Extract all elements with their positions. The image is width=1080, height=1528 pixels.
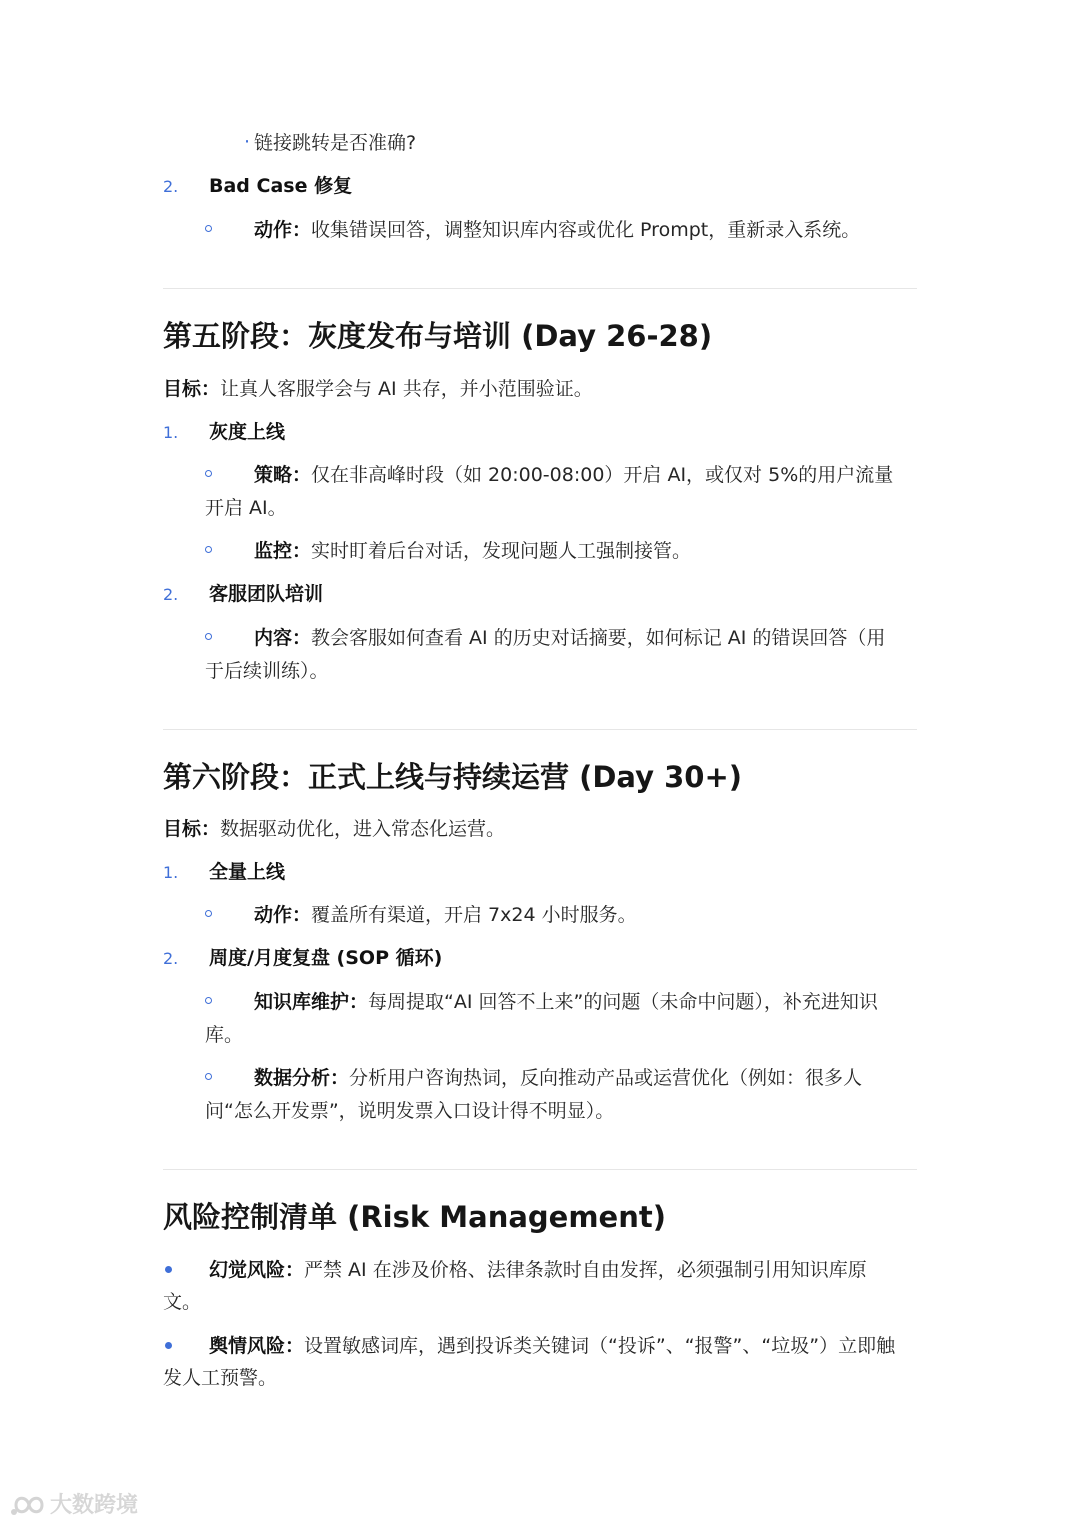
bullet-text: 仅在非高峰时段（如 20:00-08:00）开启 AI，或仅对 5%的用户流量 xyxy=(311,464,894,486)
list-item-title: 灰度上线 xyxy=(209,421,286,443)
bullet-label: 监控： xyxy=(254,540,312,562)
infinity-logo-icon xyxy=(8,1490,50,1520)
bullet-text: 教会客服如何查看 AI 的历史对话摘要，如何标记 AI 的错误回答（用 xyxy=(311,627,886,649)
bullet-text: 分析用户咨询热词，反向推动产品或运营优化（例如：很多人 xyxy=(349,1067,863,1089)
goal-label: 目标： xyxy=(163,818,221,840)
bullet-text: 实时盯着后台对话，发现问题人工强制接管。 xyxy=(311,540,692,562)
bullet-line xyxy=(254,622,885,654)
disc-bullet-icon xyxy=(165,1342,172,1349)
bullet-text: 收集错误回答，调整知识库内容或优化 Prompt，重新录入系统。 xyxy=(311,219,861,241)
risk-text: 严禁 AI 在涉及价格、法律条款时自由发挥，必须强制引用知识库原 xyxy=(304,1259,867,1281)
list-number: 2. xyxy=(163,949,179,968)
goal-text: 数据驱动优化，进入常态化运营。 xyxy=(220,818,506,840)
list-number: 2. xyxy=(163,585,179,604)
bullet-label: 动作： xyxy=(254,904,312,926)
watermark-text: 大数跨境 xyxy=(50,1493,139,1518)
bullet-line xyxy=(254,1062,862,1094)
circle-bullet-icon xyxy=(205,997,212,1004)
circle-bullet-icon xyxy=(205,225,212,232)
bullet-line xyxy=(254,459,893,491)
bullet-text-continued: 库。 xyxy=(205,1024,244,1046)
goal-label: 目标： xyxy=(163,378,221,400)
bullet-label: 内容： xyxy=(254,627,312,649)
list-item-title: 周度/月度复盘 (SOP 循环) xyxy=(209,947,443,969)
circle-bullet-icon xyxy=(205,633,212,640)
section-heading: 风险控制清单 (Risk Management) xyxy=(163,1200,666,1234)
bullet-text: 覆盖所有渠道，开启 7x24 小时服务。 xyxy=(311,904,637,926)
list-number: 1. xyxy=(163,863,179,882)
section-divider xyxy=(163,729,917,730)
risk-text: 设置敏感词库，遇到投诉类关键词（“投诉”、“报警”、“垃圾”）立即触 xyxy=(304,1335,896,1357)
risk-line xyxy=(209,1254,867,1286)
goal-line xyxy=(163,373,593,405)
circle-bullet-icon xyxy=(205,910,212,917)
risk-line xyxy=(209,1330,895,1362)
circle-bullet-icon xyxy=(205,546,212,553)
section-divider xyxy=(163,288,917,289)
circle-bullet-icon xyxy=(205,1073,212,1080)
list-item-title: 客服团队培训 xyxy=(209,583,324,605)
section-heading: 第五阶段：灰度发布与培训 (Day 26-28) xyxy=(163,319,713,353)
list-number: 2. xyxy=(163,177,179,196)
risk-label: 幻觉风险： xyxy=(209,1259,305,1281)
bullet-line xyxy=(254,214,860,246)
bullet-line xyxy=(254,535,691,567)
bullet-line xyxy=(254,986,878,1018)
list-item-title: Bad Case 修复 xyxy=(209,175,353,197)
section-heading: 第六阶段：正式上线与持续运营 (Day 30+) xyxy=(163,760,743,794)
bullet-label: 策略： xyxy=(254,464,312,486)
bullet-label: 知识库维护： xyxy=(254,991,369,1013)
risk-label: 舆情风险： xyxy=(209,1335,305,1357)
bullet-text-continued: 开启 AI。 xyxy=(205,497,287,519)
sub-item-dot: · xyxy=(244,131,251,153)
bullet-text-continued: 问“怎么开发票”，说明发票入口设计得不明显）。 xyxy=(205,1100,615,1122)
disc-bullet-icon xyxy=(165,1266,172,1273)
list-number: 1. xyxy=(163,423,179,442)
risk-text-continued: 发人工预警。 xyxy=(163,1367,278,1389)
section-divider xyxy=(163,1169,917,1170)
goal-line xyxy=(163,813,505,845)
bullet-label: 动作： xyxy=(254,219,312,241)
bullet-text: 每周提取“AI 回答不上来”的问题（未命中问题），补充进知识 xyxy=(368,991,878,1013)
bullet-text-continued: 于后续训练）。 xyxy=(205,660,329,682)
list-item-title: 全量上线 xyxy=(209,861,286,883)
risk-text-continued: 文。 xyxy=(163,1291,202,1313)
bullet-label: 数据分析： xyxy=(254,1067,350,1089)
circle-bullet-icon xyxy=(205,470,212,477)
goal-text: 让真人客服学会与 AI 共存，并小范围验证。 xyxy=(220,378,593,400)
bullet-line xyxy=(254,899,637,931)
sub-item-text: 链接跳转是否准确? xyxy=(254,132,417,154)
